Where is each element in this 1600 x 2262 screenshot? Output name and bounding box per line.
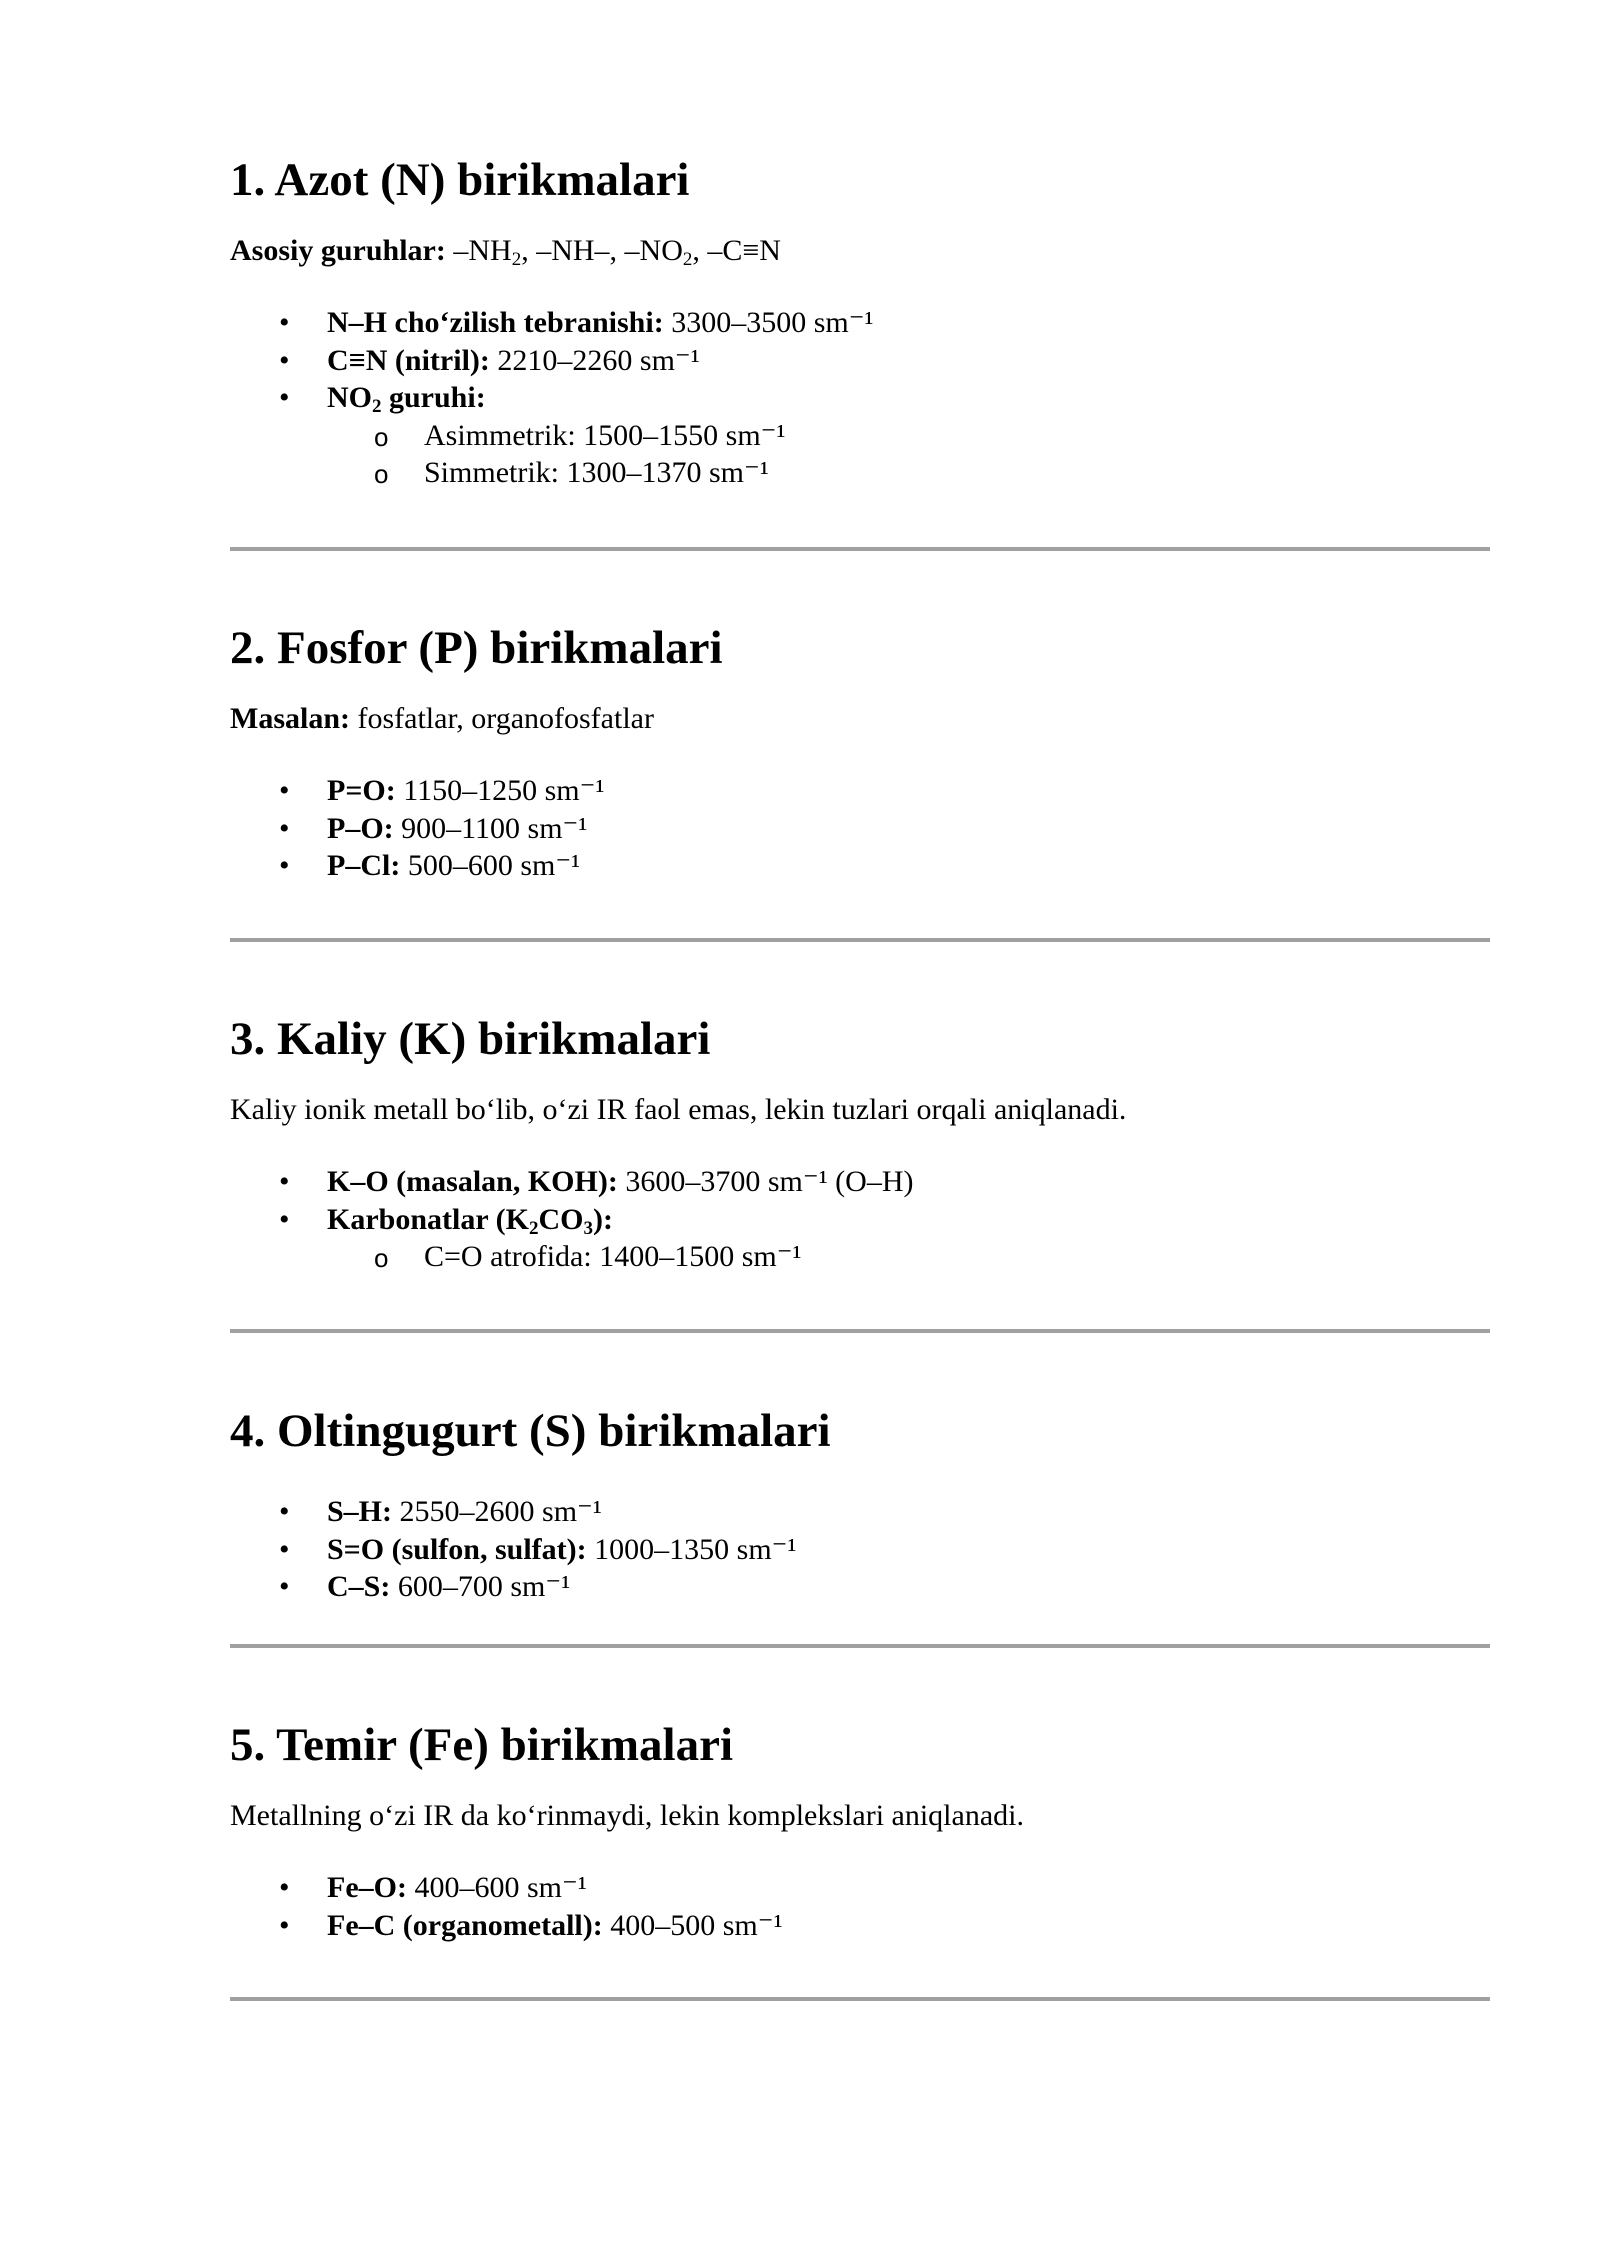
list-item: • Fe–O: 400–600 sm⁻¹	[230, 1869, 1490, 1907]
section-intro: Masalan: fosfatlar, organofosfatlar	[230, 702, 654, 735]
sub-bullet-icon: o	[374, 459, 389, 489]
section-intro: Asosiy guruhlar: $-NH_2$, –NH–, $-NO_2$, –C≡N	[230, 234, 781, 270]
sub-list	[327, 1238, 1490, 1276]
sub-list-item: o Asimmetrik: 1500–1550 sm⁻¹	[327, 417, 1490, 455]
horizontal-divider	[230, 938, 1490, 942]
intro-label: Asosiy guruhlar:	[230, 234, 446, 267]
bullet-list	[230, 772, 1490, 885]
bullet-icon: •	[279, 1495, 290, 1528]
bullet-icon: •	[279, 811, 290, 845]
section-intro: Kaliy ionik metall bo‘lib, o‘zi IR faol emas, lekin tuzlari orqali aniqlanadi.	[230, 1093, 1127, 1126]
horizontal-divider	[230, 1329, 1490, 1333]
list-item: • S=O (sulfon, sulfat): 1000–1350 sm⁻¹	[230, 1531, 1490, 1569]
sub-bullet-icon: o	[374, 1243, 389, 1273]
horizontal-divider	[230, 547, 1490, 551]
bullet-icon: •	[279, 849, 290, 882]
list-item: • N–H cho‘zilish tebranishi: 3300–3500 sm⁻¹	[230, 304, 1490, 342]
section-azot	[230, 152, 1490, 492]
bullet-icon: •	[279, 1908, 290, 1942]
bullet-icon: •	[279, 1165, 290, 1198]
section-heading: 1. Azot (N) birikmalari	[230, 154, 690, 206]
bullet-icon: •	[279, 774, 290, 807]
section-intro: Metallning o‘zi IR da ko‘rinmaydi, lekin komplekslari aniqlanadi.	[230, 1799, 1024, 1832]
section-heading: 4. Oltingugurt (S) birikmalari	[230, 1405, 831, 1457]
sub-list-item: o C=O atrofida: 1400–1500 sm⁻¹	[327, 1238, 1490, 1276]
section-kaliy	[230, 1011, 1490, 1276]
bullet-list	[230, 1869, 1490, 1944]
list-item: • P–Cl: 500–600 sm⁻¹	[230, 847, 1490, 885]
section-temir	[230, 1717, 1490, 1944]
section-oltingugurt	[230, 1403, 1490, 1606]
horizontal-divider	[230, 1997, 1490, 2001]
list-item: • K–O (masalan, KOH): 3600–3700 sm⁻¹ (O–H)	[230, 1163, 1490, 1201]
bullet-icon: •	[279, 1871, 290, 1904]
intro-label: Masalan:	[230, 702, 350, 735]
sub-list-item: o Simmetrik: 1300–1370 sm⁻¹	[327, 454, 1490, 492]
bullet-icon: •	[279, 306, 290, 339]
bullet-icon: •	[279, 343, 290, 377]
list-item: • C≡N (nitril): 2210–2260 sm⁻¹	[230, 342, 1490, 380]
list-item: • C–S: 600–700 sm⁻¹	[230, 1568, 1490, 1606]
bullet-icon: •	[279, 1202, 290, 1236]
list-item: • $NO_2$ guruhi: o Asimmetrik: 1500–1550 sm⁻¹ o Simmetrik: 1300–1370 sm⁻¹	[230, 379, 1490, 492]
bullet-list	[230, 304, 1490, 492]
list-item: • Karbonatlar $(K_2CO_3)$: o C=O atrofida: 1400–1500 sm⁻¹	[230, 1201, 1490, 1276]
section-fosfor	[230, 620, 1490, 885]
bullet-list	[230, 1493, 1490, 1606]
list-item: • S–H: 2550–2600 sm⁻¹	[230, 1493, 1490, 1531]
list-item: • P–O: 900–1100 sm⁻¹	[230, 810, 1490, 848]
sub-bullet-icon: o	[374, 421, 389, 452]
bullet-list	[230, 1163, 1490, 1276]
sub-list	[327, 417, 1490, 492]
list-item: • Fe–C (organometall): 400–500 sm⁻¹	[230, 1907, 1490, 1945]
bullet-icon: •	[279, 1532, 290, 1566]
section-heading: 3. Kaliy (K) birikmalari	[230, 1013, 711, 1065]
bullet-icon: •	[279, 1570, 290, 1603]
bullet-icon: •	[279, 381, 290, 414]
horizontal-divider	[230, 1644, 1490, 1648]
section-heading: 5. Temir (Fe) birikmalari	[230, 1719, 734, 1771]
list-item: • P=O: 1150–1250 sm⁻¹	[230, 772, 1490, 810]
section-heading: 2. Fosfor (P) birikmalari	[230, 622, 723, 674]
